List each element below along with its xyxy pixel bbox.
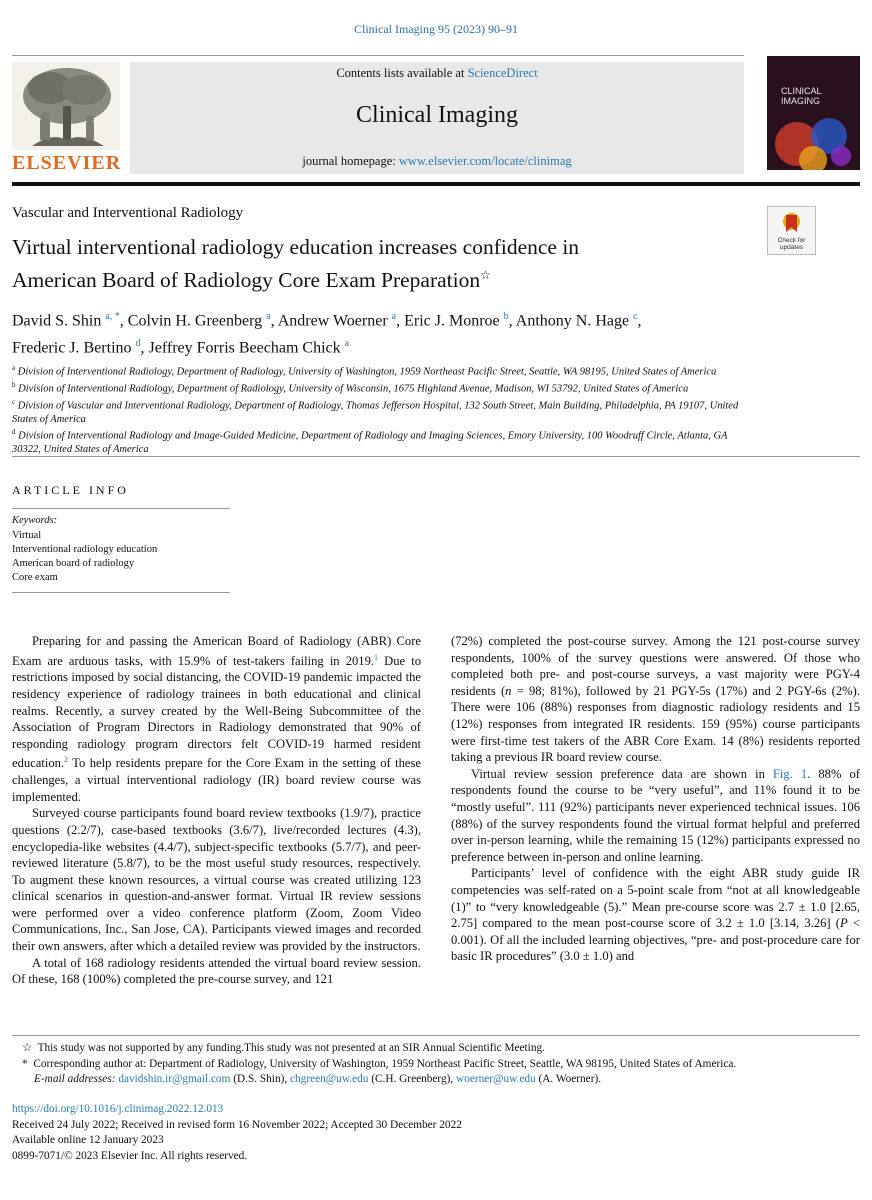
affiliation-text: Division of Interventional Radiology, Department of Radiology, University of Washington, 1959 Northeast Pacific Street, Seattle, WA 98195, United States of America — [17, 366, 717, 378]
affiliation-label: b — [12, 380, 16, 389]
author-name: Andrew Woerner — [277, 312, 388, 330]
doi-link[interactable]: https://doi.org/10.1016/j.clinimag.2022.12.013 — [12, 1103, 224, 1115]
cover-title — [781, 86, 851, 106]
author-separator: , — [396, 312, 405, 330]
keyword: Interventional radiology education — [12, 544, 158, 555]
affiliation — [12, 396, 752, 426]
affiliation-text: Division of Vascular and Interventional Radiology, Department of Radiology, Thomas Jefferson Hospital, 132 South Street, Main Building, Philadelphia, PA 19107, United States of America — [12, 400, 739, 425]
article-history: Received 24 July 2022; Received in revised form 16 November 2022; Accepted 30 December 2022 — [12, 1118, 462, 1131]
title-line-2-text: American Board of Radiology Core Exam Preparation — [12, 268, 481, 293]
email-link[interactable]: chgreen@uw.edu — [290, 1073, 369, 1085]
journal-header-box — [130, 62, 744, 174]
affiliations — [12, 362, 752, 456]
affiliation-label: a — [12, 364, 16, 372]
keywords-end-rule — [12, 592, 230, 593]
check-for-updates-label — [768, 237, 815, 251]
article-info-heading: ARTICLE INFO — [12, 483, 129, 497]
cover-title-line1: CLINICAL — [781, 86, 822, 96]
affiliation-label: c — [12, 397, 16, 406]
author-name: Jeffrey Forris Beecham Chick — [148, 339, 341, 357]
keywords-list — [12, 529, 157, 585]
body-paragraph: Virtual review session preference data are shown in Fig. 1. 88% of respondents found the course to be “very useful”, and 11% found it to be “mostly useful”. 111 (92%) participants never experienced technical issues. 106 (88%) of the survey respondents found the virtual format helpful and preferred over in-person learning, while the remaining 15 (12%) participants expressed no preference between in-person and online learning. — [451, 766, 860, 864]
author-name: Colvin H. Greenberg — [127, 312, 263, 330]
author-list — [12, 305, 772, 360]
author-affiliation-marker[interactable]: b — [503, 311, 509, 322]
journal-cover-image — [767, 56, 860, 170]
homepage-prefix: journal homepage: — [302, 154, 399, 168]
check-for-updates-badge[interactable] — [767, 206, 816, 255]
affiliation-label: d — [12, 428, 16, 437]
contents-line — [130, 66, 744, 81]
body-column-left — [12, 633, 421, 988]
article-metadata — [12, 1102, 852, 1164]
footnotes — [22, 1041, 862, 1088]
affiliation-rule — [12, 456, 860, 457]
author-affiliation-marker[interactable]: c — [633, 311, 638, 322]
corresponding-author-footnote: * Corresponding author at: Department of Radiology, University of Washington, 1959 Northeast Pacific Street, Seattle, WA 98195, United States of America. — [22, 1057, 737, 1070]
author-separator: , — [270, 312, 278, 330]
title-line-2 — [12, 261, 732, 294]
journal-citation: Clinical Imaging 95 (2023) 90–91 — [354, 22, 518, 36]
copyright: 0899-7071/© 2023 Elsevier Inc. All rights reserved. — [12, 1149, 248, 1162]
body-paragraph: (72%) completed the post-course survey. Among the 121 post-course survey respondents, 100% of the survey questions were answered. Of those who completed both pre- and post-course surveys, a vast majority were PGY-4 residents (n = 98; 81%), followed by 21 PGY-5s (17%) and 2 PGY-6s (2%). There were 106 (88%) responses from diagnostic radiology residents and 15 (12%) responses from integrated IR residents. 159 (95%) course participants were first-time test takers of the ABR Core Exam. 14 (8%) residents reported taking a previous IR board review course. — [451, 634, 860, 765]
footnote-rule — [12, 1035, 860, 1036]
title-line-1: Virtual interventional radiology education increases confidence in — [12, 235, 580, 259]
body-paragraph: Preparing for and passing the American Board of Radiology (ABR) Core Exam are arduous tasks, with 15.9% of test-takers failing in 2019.$^1$ Due to restrictions imposed by social distancing, the COVID-19 pandemic impacted the residency experience of radiology trainees in both educational and clinical realms. Recently, a survey created by the Well-Being Subcommittee of the Association of Program Directors in Radiology demonstrated that 90% of responding radiology program directors felt COVID-19 harmed resident education.$^2$ To help residents prepare for the Core Exam in the setting of these challenges, a virtual interventional radiology (IR) board review course was implemented. — [12, 634, 422, 804]
author-affiliation-marker[interactable]: a — [266, 311, 271, 322]
header-thick-rule — [12, 182, 860, 186]
affiliation — [12, 379, 752, 396]
article-title — [12, 233, 732, 294]
author-affiliation-marker[interactable]: d — [135, 338, 141, 350]
bookmark-ribbon-icon — [782, 212, 801, 234]
keyword: American board of radiology — [12, 558, 135, 569]
author-separator: , — [119, 312, 128, 330]
email-link[interactable]: davidshin.ir@gmail.com — [118, 1073, 231, 1085]
title-footnote-marker[interactable]: ☆ — [480, 268, 491, 282]
reference-link[interactable]: 2 — [64, 755, 69, 765]
funding-footnote: ☆ This study was not supported by any funding.This study was not presented at an SIR Annual Scientific Meeting. — [22, 1042, 545, 1054]
author-separator: , — [508, 312, 516, 330]
journal-name: Clinical Imaging — [356, 102, 518, 128]
keywords-label: Keywords: — [12, 515, 58, 526]
article-info-rule — [12, 508, 230, 509]
body-paragraph: A total of 168 radiology residents attended the virtual board review session. Of these, 168 (100%) completed the pre-course survey, and 121 — [12, 955, 421, 987]
keyword: Virtual — [12, 530, 42, 541]
elsevier-wordmark: ELSEVIER — [12, 152, 122, 174]
author-affiliation-marker[interactable]: a, * — [105, 311, 120, 322]
check-label-line2: updates — [779, 244, 804, 251]
reference-link[interactable]: 1 — [374, 652, 379, 662]
article-section: Vascular and Interventional Radiology — [12, 205, 244, 221]
body-column-right — [451, 633, 860, 965]
sciencedirect-link[interactable]: ScienceDirect — [467, 66, 538, 80]
body-paragraph: Surveyed course participants found board review textbooks (1.9/7), practice questions (2.2/7), case-based textbooks (3.6/7), live/recorded lectures (4.3), encyclopedia-like websites (4.4/7), subject-specific textbooks (5.7/7), and peer-reviewed literature (5.8/7), to be the most useful study resources, respectively. To augment these known resources, a virtual course was created utilizing 123 clinical scenarios in question-and-answer format. Virtual IR review sessions were performed over a video conference platform (Zoom, Zoom Video Communications, Inc., San Jose, CA). Participants viewed images and recorded their own answers, after which a detailed review was provided by the instructors. — [12, 806, 421, 954]
homepage-line — [130, 154, 744, 169]
keyword: Core exam — [12, 572, 58, 583]
online-date: Available online 12 January 2023 — [12, 1134, 164, 1146]
cover-title-line2: IMAGING — [781, 96, 821, 106]
header-rule — [12, 55, 744, 56]
author-name: David S. Shin — [12, 312, 102, 330]
body-paragraph: Participants’ level of confidence with the eight ABR study guide IR competencies was self-rated on a 5-point scale from “not at all knowledgeable (1)” to “very knowledgeable (5).” Mean pre-course score was 2.7 ± 1.0 [2.65, 2.75] compared to the mean post-course score of 3.2 ± 1.0 [3.14, 3.26] (P < 0.001). Of all the included learning objectives, “pre- and post-procedure care for basic IR procedures” (3.0 ± 1.0) and — [451, 866, 860, 964]
check-label-line1: Check for — [777, 237, 806, 244]
author-separator: , — [637, 312, 642, 330]
journal-homepage-link[interactable]: www.elsevier.com/locate/clinimag — [398, 154, 572, 168]
affiliation-text: Division of Interventional Radiology and Image-Guided Medicine, Department of Radiology and Imaging Sciences, Emory University, 100 Woodruff Circle, Atlanta, GA 30322, United States of America — [12, 430, 728, 456]
author-affiliation-marker[interactable]: a — [344, 338, 350, 350]
affiliation — [12, 362, 752, 379]
email-link[interactable]: woerner@uw.edu — [456, 1073, 536, 1085]
author-name: Anthony N. Hage — [515, 312, 630, 330]
affiliation — [12, 426, 752, 456]
figure-link[interactable]: Fig. 1 — [772, 766, 808, 781]
author-affiliation-marker[interactable]: a — [391, 311, 397, 322]
email-footnote: E-mail addresses: davidshin.ir@gmail.com (D.S. Shin), chgreen@uw.edu (C.H. Greenberg), woerner@uw.edu (A. Woerner). — [34, 1073, 602, 1085]
author-name: Frederic J. Bertino — [12, 339, 132, 357]
cover-artwork — [767, 56, 860, 170]
author-name: Eric J. Monroe — [404, 312, 500, 330]
affiliation-text: Division of Interventional Radiology, Department of Radiology, University of Wisconsin, 1675 Highland Avenue, Madison, WI 53792, United States of America — [18, 383, 689, 395]
contents-prefix: Contents lists available at — [336, 66, 468, 80]
author-separator: , — [140, 339, 149, 357]
